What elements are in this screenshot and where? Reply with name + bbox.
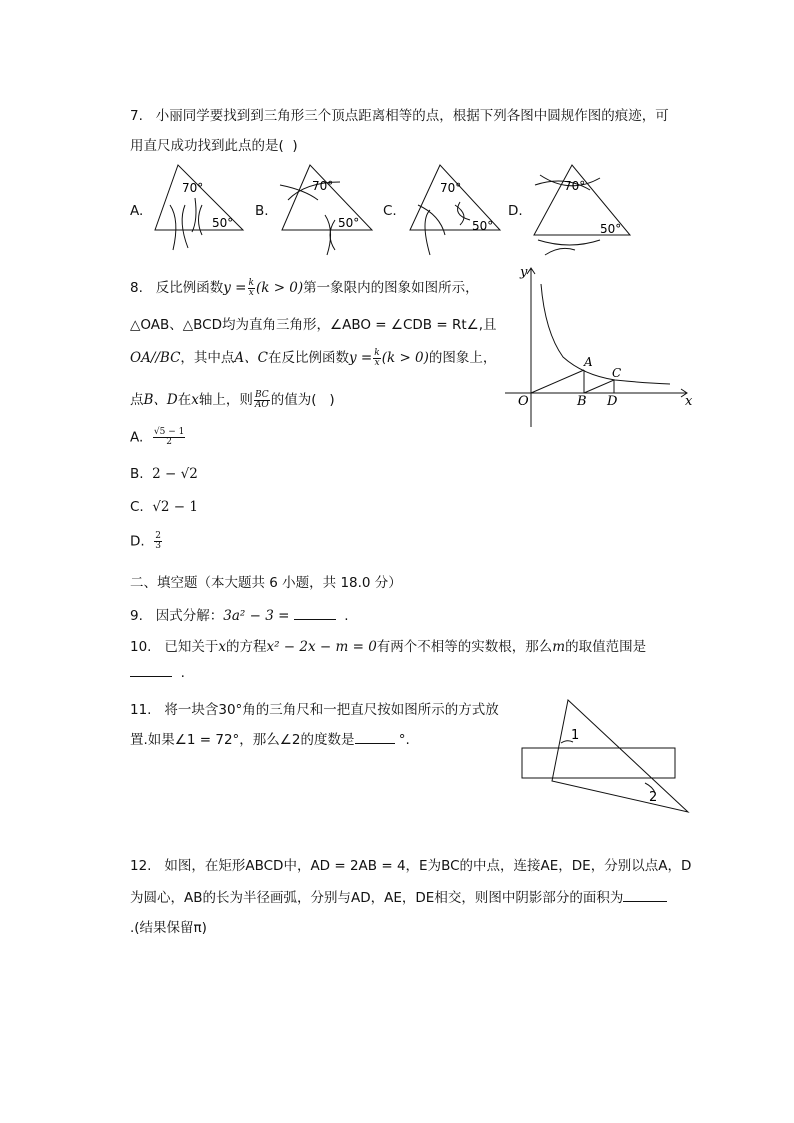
q7-b-angle-top: 70° <box>312 179 334 193</box>
q10-post2: 的取值范围是 <box>565 639 647 655</box>
q8-l4-b: B、D <box>143 392 178 408</box>
q10-var2: m <box>552 639 566 655</box>
q11-line2-pre: 置.如果∠1 = 72°，那么∠2的度数是 <box>130 732 355 748</box>
q12-text-line1: 如图，在矩形ABCD中，AD = 2AB = 4，E为BC的中点，连接AE，DE，分别以点A，D <box>164 858 692 874</box>
q12-text-line2: 为圆心，AB的长为半径画弧，分别与AD，AE，DE相交，则图中阴影部分的面积为 <box>130 890 624 906</box>
q8-l4-a: 点 <box>130 392 144 408</box>
q7-figures <box>140 160 660 260</box>
q8-l4-e: 轴上，则 <box>198 392 253 408</box>
q8-l3-d: 在反比例函数 <box>268 350 350 366</box>
q8-hyperbola <box>541 284 670 384</box>
q8-segment-oa <box>531 370 584 393</box>
q8-l1-cond: (k > 0) <box>255 280 304 296</box>
q8-line2: △OAB、△BCD均为直角三角形，∠ABO = ∠CDB = Rt∠,且 <box>130 317 497 333</box>
q10-var: x <box>218 639 226 655</box>
q8-opt-a-num: √5 − 1 <box>153 427 185 437</box>
q8-l1-post: 第一象限内的图象如图所示， <box>303 280 479 296</box>
q11-line2-post: °. <box>398 732 410 748</box>
q8-opt-d-den: 3 <box>155 541 162 551</box>
q10-answer-blank[interactable] <box>130 664 172 677</box>
q8-graph <box>505 262 700 430</box>
q8-opt-d-label: D. <box>130 533 145 550</box>
q9-answer-blank[interactable] <box>294 607 336 620</box>
q7-a-angle-right: 50° <box>212 216 234 230</box>
q8-segment-bc <box>584 380 614 393</box>
q8-opt-c-label: C. <box>130 499 144 515</box>
q7-option-c[interactable]: C. <box>383 203 397 219</box>
q8-l3-c: A、C <box>234 350 269 366</box>
q7-text-line1: 小丽同学要找到到三角形三个顶点距离相等的点，根据下列各图中圆规作图的痕迹，可 <box>155 108 669 124</box>
q12-answer-blank[interactable] <box>623 889 667 902</box>
q11-text-line1: 将一块含30°角的三角尺和一把直尺按如图所示的方式放 <box>164 702 499 718</box>
q7-text-line2: 用直尺成功找到此点的是( ) <box>130 138 298 154</box>
q7-line1 <box>130 104 669 124</box>
q8-label-c: C <box>612 366 622 380</box>
q8-opt-b-label: B. <box>130 466 144 482</box>
q8-frac-ao: AO <box>254 399 269 410</box>
q7-a-angle-top: 70° <box>182 181 204 195</box>
q10-line2 <box>130 664 185 681</box>
q8-option-b[interactable] <box>130 466 198 482</box>
q8-frac-kx-2 <box>373 349 380 368</box>
q8-label-x: x <box>685 394 693 409</box>
q12-line1 <box>130 854 691 874</box>
q12-number: 12. <box>130 858 152 874</box>
q8-opt-d-num: 2 <box>155 531 162 541</box>
q8-frac-x: x <box>248 287 254 298</box>
q9-expr: 3a² − 3 = <box>223 608 290 624</box>
q8-opt-b-value: 2 − √2 <box>152 466 198 482</box>
q8-frac-x-2: x <box>374 357 380 368</box>
q8-label-o: O <box>518 394 529 409</box>
q8-line4 <box>130 388 335 410</box>
q7-d-angle-top: 70° <box>564 179 586 193</box>
q11-line1 <box>130 698 499 718</box>
q8-l4-d: x <box>191 392 199 408</box>
q8-l3-g: 的图象上， <box>428 350 497 366</box>
q9-number: 9. <box>130 608 143 624</box>
q8-opt-d-frac <box>154 532 162 551</box>
q11-number: 11. <box>130 702 152 718</box>
q8-label-a: A <box>584 355 593 369</box>
q10-post1: 有两个不相等的实数根，那么 <box>376 639 553 655</box>
q8-option-a[interactable] <box>130 428 186 447</box>
q7-b-angle-right: 50° <box>338 216 360 230</box>
q11-label-1: 1 <box>571 728 580 743</box>
q8-frac-k: k <box>248 277 254 288</box>
q8-option-d[interactable] <box>130 532 163 551</box>
q8-l3-f: (k > 0) <box>381 350 429 366</box>
q8-opt-a-label: A. <box>130 429 144 446</box>
q11-triangle <box>552 700 688 812</box>
q7-d-angle-right: 50° <box>600 222 622 236</box>
q7-figure-a <box>155 165 243 250</box>
q8-l1-eq: y = <box>223 280 247 296</box>
q8-l4-f: 的值为( ) <box>270 392 335 408</box>
q8-label-d: D <box>607 394 618 409</box>
q10-number: 10. <box>130 639 152 655</box>
q10-eq: x² − 2x − m = 0 <box>266 639 377 655</box>
q7-figure-c <box>410 165 500 255</box>
q8-l4-c: 在 <box>177 392 192 408</box>
section2-title: 二、填空题（本大题共 6 小题，共 18.0 分） <box>130 575 402 591</box>
q8-l3-e: y = <box>349 350 373 366</box>
q8-l1-pre: 反比例函数 <box>155 280 224 296</box>
q8-l3-b: ，其中点 <box>180 350 235 366</box>
q11-figure <box>515 695 695 815</box>
q10-pre: 已知关于 <box>164 639 219 655</box>
q8-frac-k-2: k <box>374 347 380 358</box>
q8-opt-a-frac <box>153 428 185 447</box>
q11-answer-blank[interactable] <box>355 731 395 744</box>
q10-end: . <box>180 665 185 681</box>
q8-number: 8. <box>130 280 143 296</box>
q8-label-b: B <box>577 394 587 409</box>
q10-line1 <box>130 635 646 655</box>
q7-c-angle-right: 50° <box>472 219 494 233</box>
q7-option-a[interactable]: A. <box>130 203 144 219</box>
q8-opt-c-value: √2 − 1 <box>152 499 198 515</box>
q11-line2 <box>130 728 410 748</box>
q9-line <box>130 604 349 624</box>
q8-opt-a-den: 2 <box>166 437 172 447</box>
q8-frac-bc: BC <box>254 389 269 400</box>
q9-post: . <box>344 608 349 624</box>
q8-frac-kx <box>248 279 255 298</box>
q11-label-2: 2 <box>649 790 658 805</box>
q8-label-y: y <box>520 265 528 280</box>
q7-c-angle-top: 70° <box>440 181 462 195</box>
q8-line1 <box>130 276 479 298</box>
q12-text-line3: .(结果保留π) <box>130 920 207 936</box>
q7-option-d[interactable]: D. <box>508 203 523 219</box>
q10-mid: 的方程 <box>225 639 267 655</box>
q9-pre: 因式分解： <box>155 608 224 624</box>
q7-number: 7. <box>130 108 143 124</box>
q8-l3-a: OA//BC <box>130 350 181 366</box>
q7-option-b[interactable]: B. <box>255 203 269 219</box>
q11-ruler <box>522 748 675 778</box>
q8-line3 <box>130 346 496 368</box>
q8-frac-bcao <box>254 391 270 410</box>
q8-option-c[interactable] <box>130 499 198 515</box>
q12-line2 <box>130 886 667 906</box>
